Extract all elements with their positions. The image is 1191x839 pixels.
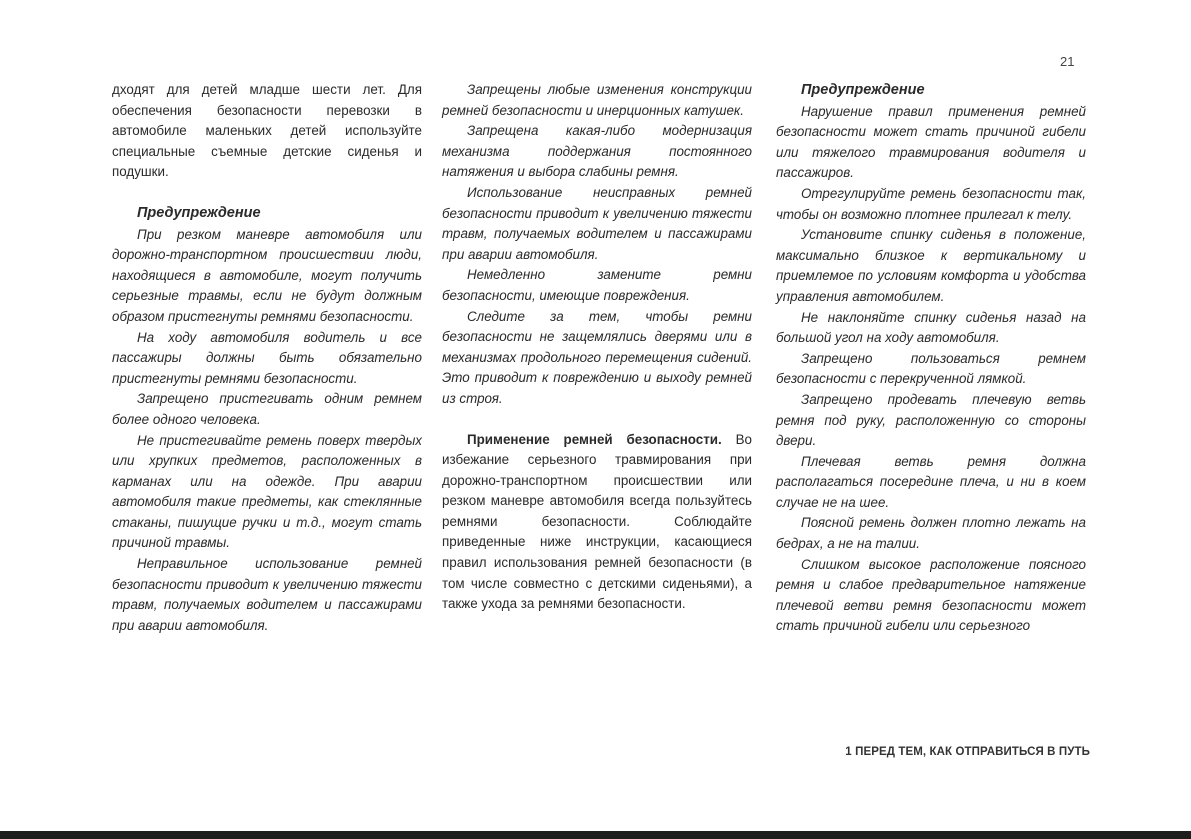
- text-column-right: [776, 80, 1086, 637]
- warning-paragraph: Запрещены любые изменения конструкции ремней безопасности и инерционных катушек.: [442, 82, 752, 118]
- warning-paragraph: На ходу автомобиля водитель и все пассажиры должны быть обязательно пристегнуты ремнями безопасности.: [112, 329, 422, 386]
- warning-paragraph: Запрещена какая-либо модернизация механизма поддержания постоянного натяжения и выбора слабины ремня.: [442, 123, 752, 180]
- warning-paragraph: Отрегулируйте ремень безопасности так, чтобы он возможно плотнее прилегал к телу.: [776, 185, 1086, 222]
- page-number: 21: [1060, 54, 1075, 69]
- warning-paragraph: Поясной ремень должен плотно лежать на бедрах, а не на талии.: [776, 515, 1086, 552]
- running-footer: 1 ПЕРЕД ТЕМ, КАК ОТПРАВИТЬСЯ В ПУТЬ: [845, 746, 1090, 758]
- warning-paragraph: Запрещено продевать плечевую ветвь ремня под руку, расположенную со стороны двери.: [776, 391, 1086, 449]
- warning-paragraph: Слишком высокое расположение поясного ремня и слабое предварительное натяжение плечевой ветви ремня безопасности может стать причиной гибели или серьезного: [776, 556, 1086, 634]
- paragraph-gap: [112, 183, 422, 203]
- warning-paragraph: Запрещено пользоваться ремнем безопасности с перекрученной лямкой.: [776, 350, 1086, 387]
- warning-paragraph: Запрещено пристегивать одним ремнем более одного человека.: [112, 391, 422, 427]
- warning-paragraph: Немедленно замените ремни безопасности, имеющие повреждения.: [442, 267, 752, 303]
- warning-paragraph: Плечевая ветвь ремня должна располагаться посередине плеча, и ни в коем случае не на шее.: [776, 453, 1086, 510]
- warning-heading: Предупреждение: [801, 82, 925, 98]
- section-paragraph: [442, 430, 752, 615]
- body-paragraph: дходят для детей младше шести лет. Для обеспечения безопасности перевозки в автомобиле маленьких детей используйте специальные съемные детские сиденья и подушки.: [112, 82, 422, 180]
- warning-paragraph: Не пристегивайте ремень поверх твердых или хрупких предметов, расположенных в карманах или на одежде. При аварии автомобиля такие предметы, как стеклянные стаканы, пишущие ручки и т.д., могут стать причиной травмы.: [112, 432, 422, 551]
- warning-paragraph: Использование неисправных ремней безопасности приводит к увеличению тяжести травм, получаемых водителем и пассажирами при аварии автомобиля.: [442, 184, 752, 262]
- warning-paragraph: Неправильное использование ремней безопасности приводит к увеличению тяжести травм, получаемых водителем и пассажирами при аварии автомобиля.: [112, 556, 422, 633]
- warning-paragraph: При резком маневре автомобиля или дорожно-транспортном происшествии люди, находящиеся в автомобиле, могут получить серьезные травмы, если не будут должным образом пристегнуты ремнями безопасности.: [112, 226, 422, 324]
- warning-paragraph: Установите спинку сиденья в положение, максимально близкое к вертикальному и приемлемое по условиям комфорта и удобства управления автомобилем.: [776, 227, 1086, 304]
- warning-paragraph: Нарушение правил применения ремней безопасности может стать причиной гибели или тяжелого травмирования водителя и пассажиров.: [776, 103, 1086, 181]
- text-column-middle: [442, 80, 752, 615]
- warning-paragraph: Не наклоняйте спинку сиденья назад на большой угол на ходу автомобиля.: [776, 309, 1086, 346]
- warning-heading: Предупреждение: [137, 204, 261, 221]
- page-bottom-border: [0, 831, 1191, 839]
- warning-paragraph: Следите за тем, чтобы ремни безопасности не защемлялись дверями или в механизмах продольного перемещения сидений. Это приводит к повреждению и выходу ремней из строя.: [442, 308, 752, 406]
- text-column-left: [112, 80, 422, 636]
- section-title: Применение ремней безопасности.: [467, 431, 722, 447]
- paragraph-gap: [442, 410, 752, 430]
- section-body: Во избежание серьезного травмирования при дорожно-транспортном происшествии или резком маневре автомобиля всегда пользуйтесь ремнями безопасности. Соблюдайте приведенные ниже инструкции, касающиеся правил использования ремней безопасности (в том числе совместно с детскими сиденьями), а также ухода за ремнями безопасности.: [442, 431, 752, 612]
